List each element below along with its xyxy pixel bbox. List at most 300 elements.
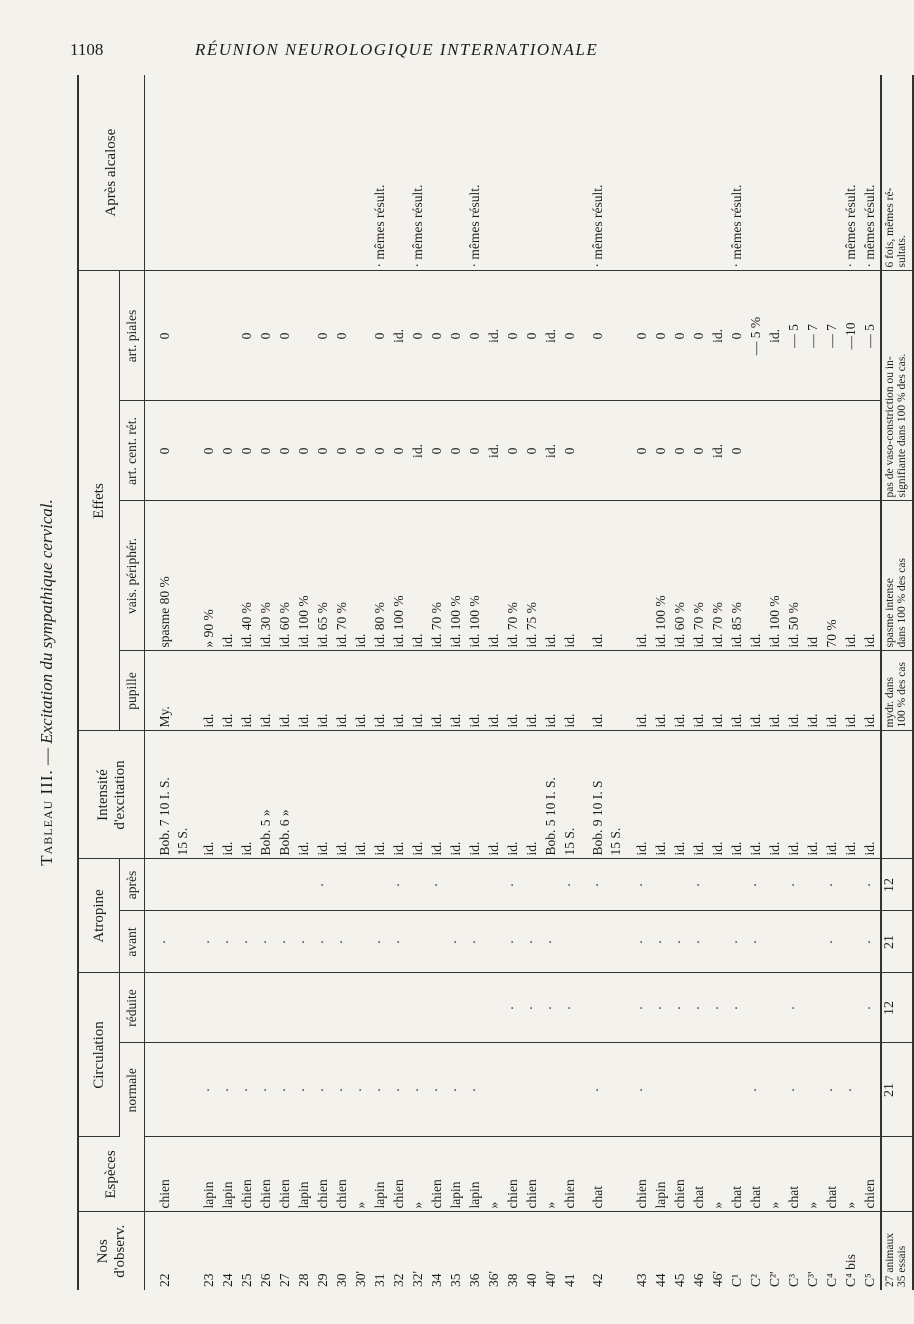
cell-atropine-apres: · <box>314 859 333 911</box>
cell-circulation-reduite <box>145 973 176 1043</box>
cell-art-cent-ret: 0 <box>145 401 176 501</box>
cell-pupille: id. <box>823 651 842 731</box>
cell-vais-peripher: spasme 80 % <box>145 501 176 651</box>
footer-vais-line: spasme intense <box>884 578 896 648</box>
cell-obs-number: 35 <box>448 1273 463 1287</box>
cell-alcalose: · mêmes résult. <box>728 75 747 271</box>
cell-circulation-reduite: · <box>504 973 523 1043</box>
cell-species: lapin <box>295 1137 314 1212</box>
cell-pupille: id. <box>671 651 690 731</box>
cell-intensite: id. <box>842 731 861 859</box>
table-row <box>823 75 842 1290</box>
cell-vais-peripher: id. 40 % <box>238 501 257 651</box>
col-intensite: Intensité d'excitation <box>78 731 145 859</box>
cell-circulation-normale: · <box>191 1043 219 1137</box>
cell-vais-peripher: » 90 % <box>191 501 219 651</box>
cell-art-piales: 0 <box>504 271 523 401</box>
cell-circulation-normale <box>804 1043 823 1137</box>
cell-intensite: id. <box>624 731 652 859</box>
cell-atropine-avant: · <box>728 911 747 973</box>
cell-art-piales: id. <box>709 271 728 401</box>
table-row <box>447 75 466 1290</box>
cell-alcalose <box>175 75 191 271</box>
cell-art-piales: — 7 <box>804 271 823 401</box>
cell-vais-peripher: id. <box>542 501 561 651</box>
cell-intensite: id. <box>447 731 466 859</box>
cell-intensite: id. <box>652 731 671 859</box>
table-row <box>145 75 176 1290</box>
cell-atropine-avant: · <box>523 911 542 973</box>
cell-species: » <box>542 1137 561 1212</box>
cell-species: chat <box>580 1137 608 1212</box>
cell-art-cent-ret <box>175 401 191 501</box>
cell-atropine-apres: · <box>785 859 804 911</box>
cell-alcalose: · mêmes résult. <box>409 75 428 271</box>
footer-normale: 21 <box>881 1043 913 1137</box>
cell-circulation-reduite <box>747 973 766 1043</box>
cell-alcalose <box>191 75 219 271</box>
cell-vais-peripher: id. 65 % <box>314 501 333 651</box>
cell-art-cent-ret: 0 <box>466 401 485 501</box>
cell-alcalose <box>608 75 624 271</box>
cell-intensite: id. <box>766 731 785 859</box>
cell-intensite: 15 S. <box>175 731 191 859</box>
cell-pupille: id. <box>371 651 390 731</box>
cell-vais-peripher: id. 100 % <box>390 501 409 651</box>
cell-intensite: id. <box>191 731 219 859</box>
cell-circulation-reduite: · <box>523 973 542 1043</box>
cell-art-piales: 0 <box>257 271 276 401</box>
cell-vais-peripher: id. <box>485 501 504 651</box>
cell-vais-peripher: id. 50 % <box>785 501 804 651</box>
cell-circulation-normale <box>728 1043 747 1137</box>
cell-alcalose <box>690 75 709 271</box>
cell-obs-number: 22 <box>157 1273 172 1287</box>
cell-circulation-normale <box>504 1043 523 1137</box>
col-circulation: Circulation <box>78 973 120 1137</box>
cell-obs-number: 32' <box>410 1271 425 1287</box>
cell-vais-peripher <box>175 501 191 651</box>
cell-intensite: id. <box>238 731 257 859</box>
col-pupille: pupille <box>120 651 145 731</box>
cell-circulation-normale: · <box>785 1043 804 1137</box>
cell-circulation-reduite: · <box>709 973 728 1043</box>
cell-intensite: id. <box>371 731 390 859</box>
cell-circulation-normale: · <box>624 1043 652 1137</box>
cell-atropine-apres <box>145 859 176 911</box>
cell-art-cent-ret: 0 <box>390 401 409 501</box>
cell-alcalose <box>314 75 333 271</box>
table-head <box>78 75 145 1290</box>
cell-atropine-avant <box>766 911 785 973</box>
cell-alcalose <box>447 75 466 271</box>
cell-atropine-avant: · <box>690 911 709 973</box>
cell-species: lapin <box>371 1137 390 1212</box>
col-alcalose: Après alcalose <box>78 75 145 271</box>
cell-art-piales: 0 <box>580 271 608 401</box>
cell-atropine-avant: · <box>504 911 523 973</box>
cell-intensite: id. <box>785 731 804 859</box>
cell-obs-number: 32 <box>391 1273 406 1287</box>
cell-circulation-normale: · <box>238 1043 257 1137</box>
cell-art-piales <box>352 271 371 401</box>
table-row <box>785 75 804 1290</box>
cell-art-piales: — 5 <box>861 271 881 401</box>
table-row <box>671 75 690 1290</box>
cell-obs-number: C⁴ bis <box>843 1254 858 1287</box>
cell-vais-peripher: id. 30 % <box>257 501 276 651</box>
cell-art-cent-ret: 0 <box>238 401 257 501</box>
cell-obs-number: C² <box>748 1273 763 1287</box>
table-row <box>842 75 861 1290</box>
cell-species: » <box>709 1137 728 1212</box>
cell-art-cent-ret: id. <box>409 401 428 501</box>
cell-species: chien <box>145 1137 176 1212</box>
cell-alcalose <box>523 75 542 271</box>
cell-atropine-avant <box>352 911 371 973</box>
cell-art-cent-ret: 0 <box>523 401 542 501</box>
cell-circulation-normale <box>145 1043 176 1137</box>
table-row <box>690 75 709 1290</box>
page-header <box>70 40 770 66</box>
cell-alcalose: · mêmes résult. <box>861 75 881 271</box>
cell-circulation-normale <box>561 1043 580 1137</box>
cell-vais-peripher: 70 % <box>823 501 842 651</box>
cell-atropine-apres: · <box>823 859 842 911</box>
table-row <box>580 75 608 1290</box>
cell-circulation-reduite <box>390 973 409 1043</box>
cell-atropine-avant <box>785 911 804 973</box>
cell-art-cent-ret: 0 <box>447 401 466 501</box>
cell-pupille: id. <box>276 651 295 731</box>
cell-atropine-avant <box>485 911 504 973</box>
cell-pupille: id. <box>523 651 542 731</box>
cell-pupille: id. <box>690 651 709 731</box>
cell-atropine-avant <box>709 911 728 973</box>
cell-atropine-apres <box>523 859 542 911</box>
cell-pupille: id. <box>785 651 804 731</box>
cell-circulation-reduite <box>608 973 624 1043</box>
cell-atropine-avant: · <box>219 911 238 973</box>
col-art-cent: art. cent. rét. <box>120 401 145 501</box>
cell-art-piales: 0 <box>690 271 709 401</box>
cell-obs-number: 25 <box>239 1273 254 1287</box>
cell-obs-number: C¹ <box>729 1273 744 1287</box>
cell-obs-number: 38 <box>505 1273 520 1287</box>
cell-circulation-normale: · <box>333 1043 352 1137</box>
cell-circulation-normale: · <box>447 1043 466 1137</box>
table-row <box>409 75 428 1290</box>
cell-obs-number: 29 <box>315 1273 330 1287</box>
cell-pupille: id. <box>861 651 881 731</box>
cell-vais-peripher: id <box>804 501 823 651</box>
table-row <box>333 75 352 1290</box>
cell-vais-peripher: id. <box>580 501 608 651</box>
cell-circulation-normale <box>671 1043 690 1137</box>
cell-intensite: Bob. 5 10 I. S. <box>542 731 561 859</box>
table-row <box>175 75 191 1290</box>
cell-alcalose <box>709 75 728 271</box>
cell-atropine-avant: · <box>257 911 276 973</box>
cell-circulation-normale: · <box>409 1043 428 1137</box>
table-row <box>766 75 785 1290</box>
cell-alcalose <box>352 75 371 271</box>
cell-art-cent-ret: 0 <box>728 401 747 501</box>
cell-species: lapin <box>447 1137 466 1212</box>
cell-art-piales: —10 <box>842 271 861 401</box>
col-effets: Effets <box>78 271 120 731</box>
cell-atropine-avant <box>409 911 428 973</box>
cell-circulation-reduite <box>804 973 823 1043</box>
running-title: RÉUNION NEUROLOGIQUE INTERNATIONALE <box>195 40 599 59</box>
cell-pupille: id. <box>542 651 561 731</box>
cell-intensite: id. <box>690 731 709 859</box>
cell-art-piales: — 5 <box>785 271 804 401</box>
cell-intensite: id. <box>333 731 352 859</box>
cell-art-piales <box>191 271 219 401</box>
cell-alcalose <box>652 75 671 271</box>
cell-atropine-apres: · <box>428 859 447 911</box>
cell-pupille: id. <box>390 651 409 731</box>
cell-species <box>608 1137 624 1212</box>
cell-atropine-avant <box>580 911 608 973</box>
cell-atropine-avant: · <box>314 911 333 973</box>
cell-alcalose <box>257 75 276 271</box>
table-row <box>709 75 728 1290</box>
table-row <box>314 75 333 1290</box>
cell-circulation-reduite <box>333 973 352 1043</box>
cell-intensite: Bob. 7 10 I. S. <box>145 731 176 859</box>
page-number: 1108 <box>70 40 104 59</box>
cell-intensite: Bob. 5 » <box>257 731 276 859</box>
cell-obs-number: C³ <box>786 1273 801 1287</box>
cell-intensite: id. <box>671 731 690 859</box>
cell-art-piales: 0 <box>728 271 747 401</box>
cell-intensite: id. <box>728 731 747 859</box>
cell-circulation-reduite <box>175 973 191 1043</box>
footer-alcalose <box>881 75 913 271</box>
cell-circulation-reduite <box>314 973 333 1043</box>
cell-art-piales <box>175 271 191 401</box>
cell-pupille: id. <box>257 651 276 731</box>
cell-circulation-normale: · <box>314 1043 333 1137</box>
cell-atropine-apres: · <box>580 859 608 911</box>
caption-title: Excitation du sympathique cervical. <box>37 499 56 744</box>
table-row <box>466 75 485 1290</box>
cell-alcalose <box>219 75 238 271</box>
cell-atropine-avant: · <box>671 911 690 973</box>
cell-pupille: id. <box>409 651 428 731</box>
cell-atropine-avant: · <box>447 911 466 973</box>
footer-alcalose-line: 6 fois, mêmes ré- <box>884 187 896 268</box>
cell-species: chien <box>276 1137 295 1212</box>
table-row <box>523 75 542 1290</box>
table-row <box>371 75 390 1290</box>
caption-label: Tableau III. <box>37 769 56 866</box>
cell-species: chien <box>861 1137 881 1212</box>
cell-pupille: id. <box>447 651 466 731</box>
cell-vais-peripher: id. 60 % <box>671 501 690 651</box>
cell-circulation-reduite <box>295 973 314 1043</box>
cell-intensite: id. <box>219 731 238 859</box>
table-row <box>219 75 238 1290</box>
cell-atropine-apres <box>257 859 276 911</box>
table-row <box>561 75 580 1290</box>
cell-intensite: id. <box>314 731 333 859</box>
cell-atropine-apres <box>371 859 390 911</box>
cell-art-cent-ret: 0 <box>624 401 652 501</box>
cell-alcalose <box>390 75 409 271</box>
cell-alcalose <box>747 75 766 271</box>
cell-species: chien <box>428 1137 447 1212</box>
cell-circulation-reduite: · <box>690 973 709 1043</box>
cell-circulation-reduite <box>428 973 447 1043</box>
cell-atropine-apres <box>485 859 504 911</box>
footer-trials: 35 essais <box>896 1245 908 1287</box>
cell-art-cent-ret: 0 <box>295 401 314 501</box>
cell-circulation-reduite: · <box>728 973 747 1043</box>
cell-intensite: id. <box>823 731 842 859</box>
cell-art-piales: 0 <box>624 271 652 401</box>
cell-art-piales: 0 <box>333 271 352 401</box>
cell-pupille: id. <box>295 651 314 731</box>
cell-atropine-apres <box>219 859 238 911</box>
cell-intensite: id. <box>523 731 542 859</box>
cell-atropine-avant: · <box>466 911 485 973</box>
cell-obs-number: 28 <box>296 1273 311 1287</box>
footer-pupille <box>881 651 913 731</box>
cell-art-piales: 0 <box>276 271 295 401</box>
cell-pupille: id. <box>766 651 785 731</box>
cell-circulation-reduite: · <box>561 973 580 1043</box>
cell-intensite: id. <box>466 731 485 859</box>
cell-circulation-reduite <box>191 973 219 1043</box>
cell-obs-number: 24 <box>220 1273 235 1287</box>
cell-art-cent-ret: 0 <box>219 401 238 501</box>
footer-arteres-line: pas de vaso-constriction ou in- <box>884 356 896 498</box>
cell-species: chien <box>238 1137 257 1212</box>
col-reduite: réduite <box>120 973 145 1043</box>
cell-atropine-apres <box>238 859 257 911</box>
cell-pupille: id. <box>580 651 608 731</box>
footer-empty <box>881 731 913 859</box>
cell-obs-number: 45 <box>672 1273 687 1287</box>
cell-atropine-apres <box>671 859 690 911</box>
cell-atropine-apres <box>766 859 785 911</box>
cell-vais-peripher: id. 85 % <box>728 501 747 651</box>
cell-art-piales <box>608 271 624 401</box>
cell-species: lapin <box>191 1137 219 1212</box>
cell-circulation-normale <box>709 1043 728 1137</box>
cell-vais-peripher: id. 100 % <box>652 501 671 651</box>
cell-species: chat <box>728 1137 747 1212</box>
cell-circulation-normale: · <box>580 1043 608 1137</box>
caption-dash: — <box>37 748 56 766</box>
cell-intensite: id. <box>409 731 428 859</box>
cell-atropine-apres <box>652 859 671 911</box>
cell-alcalose: · mêmes résult. <box>580 75 608 271</box>
table-row <box>652 75 671 1290</box>
cell-art-piales: 0 <box>314 271 333 401</box>
cell-pupille: id. <box>561 651 580 731</box>
footer-avant: 21 <box>881 911 913 973</box>
cell-art-cent-ret: id. <box>485 401 504 501</box>
cell-art-piales: 0 <box>652 271 671 401</box>
cell-art-piales: 0 <box>428 271 447 401</box>
cell-species: » <box>766 1137 785 1212</box>
cell-art-cent-ret: 0 <box>333 401 352 501</box>
cell-art-cent-ret: 0 <box>671 401 690 501</box>
cell-art-cent-ret: 0 <box>652 401 671 501</box>
cell-atropine-apres <box>276 859 295 911</box>
cell-intensite: id. <box>352 731 371 859</box>
cell-atropine-avant: · <box>542 911 561 973</box>
cell-circulation-normale: · <box>371 1043 390 1137</box>
cell-intensite: id. <box>390 731 409 859</box>
cell-circulation-normale: · <box>747 1043 766 1137</box>
cell-alcalose <box>276 75 295 271</box>
cell-art-cent-ret <box>823 401 842 501</box>
cell-obs-number: 36 <box>467 1273 482 1287</box>
cell-species <box>175 1137 191 1212</box>
cell-atropine-apres: · <box>690 859 709 911</box>
cell-circulation-normale <box>485 1043 504 1137</box>
cell-obs-number: 43 <box>634 1273 649 1287</box>
cell-circulation-reduite <box>823 973 842 1043</box>
table-row <box>624 75 652 1290</box>
cell-alcalose: · mêmes résult. <box>466 75 485 271</box>
cell-species: chien <box>257 1137 276 1212</box>
cell-circulation-reduite <box>466 973 485 1043</box>
cell-pupille: id. <box>804 651 823 731</box>
cell-circulation-normale: · <box>390 1043 409 1137</box>
cell-art-piales: 0 <box>671 271 690 401</box>
table-row <box>728 75 747 1290</box>
cell-art-cent-ret: 0 <box>690 401 709 501</box>
cell-pupille <box>175 651 191 731</box>
cell-atropine-apres: · <box>390 859 409 911</box>
cell-alcalose <box>295 75 314 271</box>
cell-atropine-avant: · <box>652 911 671 973</box>
cell-species: chat <box>747 1137 766 1212</box>
footer-vais <box>881 501 913 651</box>
cell-species: chien <box>523 1137 542 1212</box>
cell-circulation-normale <box>861 1043 881 1137</box>
cell-circulation-reduite: · <box>785 973 804 1043</box>
cell-art-piales <box>295 271 314 401</box>
cell-alcalose <box>333 75 352 271</box>
cell-circulation-normale <box>766 1043 785 1137</box>
footer-reduite: 12 <box>881 973 913 1043</box>
cell-art-piales: 0 <box>409 271 428 401</box>
cell-alcalose: · mêmes résult. <box>842 75 861 271</box>
cell-species: » <box>804 1137 823 1212</box>
cell-vais-peripher: id. <box>747 501 766 651</box>
cell-art-piales: id. <box>390 271 409 401</box>
cell-art-cent-ret: 0 <box>352 401 371 501</box>
cell-art-cent-ret <box>861 401 881 501</box>
cell-alcalose <box>624 75 652 271</box>
cell-vais-peripher: id. <box>842 501 861 651</box>
cell-art-cent-ret: 0 <box>504 401 523 501</box>
cell-vais-peripher: id. 70 % <box>690 501 709 651</box>
cell-species: chien <box>671 1137 690 1212</box>
table-row <box>504 75 523 1290</box>
cell-art-piales: 0 <box>238 271 257 401</box>
col-obs: Nos d'observ. <box>78 1212 145 1290</box>
cell-obs-number: C²' <box>767 1271 782 1287</box>
cell-obs-number: 34 <box>429 1273 444 1287</box>
